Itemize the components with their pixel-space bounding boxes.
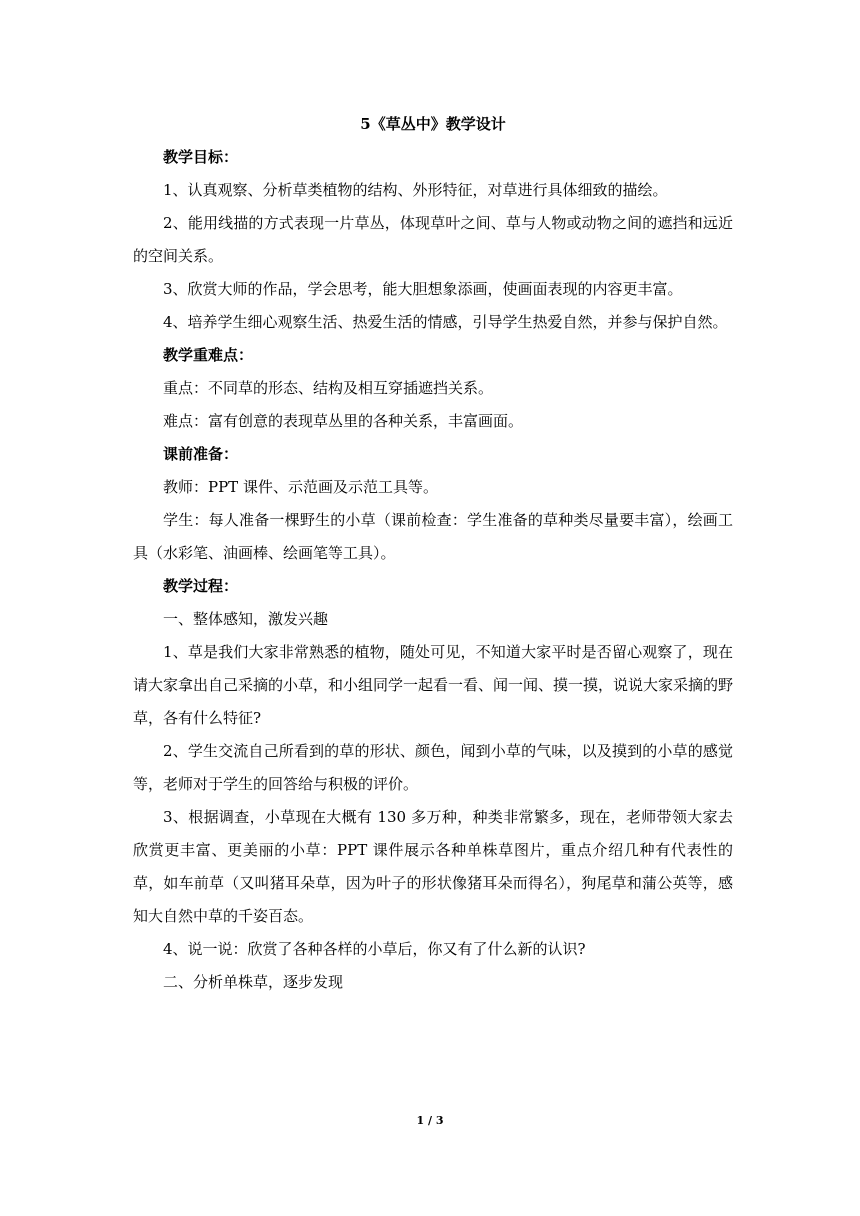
key-points-heading: 教学重难点： [163,346,254,364]
key-point: 重点：不同草的形态、结构及相互穿插遮挡关系。 [163,379,494,397]
part-2-title: 二、分析单株草，逐步发现 [163,973,344,991]
part-1-title: 一、整体感知，激发兴趣 [163,610,329,628]
difficult-point: 难点：富有创意的表现草丛里的各种关系，丰富画面。 [163,412,524,430]
step-1: 1、草是我们大家非常熟悉的植物，随处可见，不知道大家平时是否留心观察了，现在请大家拿出自己采摘的小草，和小组同学一起看一看、闻一闻、摸一摸，说说大家采摘的野草，各有什么特征? [133,643,734,727]
goal-4: 4、培养学生细心观察生活、热爱生活的情感，引导学生热爱自然，并参与保护自然。 [163,313,728,331]
goal-3: 3、欣赏大师的作品，学会思考，能大胆想象添画，使画面表现的内容更丰富。 [163,280,683,298]
goals-heading: 教学目标： [163,148,239,166]
goal-1: 1、认真观察、分析草类植物的结构、外形特征，对草进行具体细致的描绘。 [163,181,668,199]
preparation-heading: 课前准备： [163,445,239,463]
preparation-student: 学生：每人准备一棵野生的小草（课前检查：学生准备的草种类尽量要丰富），绘画工具（水彩笔、油画棒、绘画笔等工具）。 [133,511,733,562]
process-heading: 教学过程： [163,577,239,595]
step-3: 3、根据调查，小草现在大概有 130 多万种，种类非常繁多，现在，老师带领大家去欣赏更丰富、更美丽的小草：PPT 课件展示各种单株草图片，重点介绍几种有代表性的草，如车前草（又叫猪耳朵草，因为叶子的形状像猪耳朵而得名），狗尾草和蒲公英等，感知大自然中草的千姿百态。 [133,808,733,925]
page-number: 1 / 3 [416,1114,444,1127]
goal-2: 2、能用线描的方式表现一片草丛，体现草叶之间、草与人物或动物之间的遮挡和远近的空间关系。 [133,214,733,265]
step-2: 2、学生交流自己所看到的草的形状、颜色，闻到小草的气味，以及摸到的小草的感觉等，老师对于学生的回答给与积极的评价。 [133,742,733,793]
step-4: 4、说一说：欣赏了各种各样的小草后，你又有了什么新的认识? [163,940,586,958]
document-title: 5《草丛中》教学设计 [360,115,506,133]
document-body [133,108,733,999]
preparation-teacher: 教师：PPT 课件、示范画及示范工具等。 [163,478,438,496]
